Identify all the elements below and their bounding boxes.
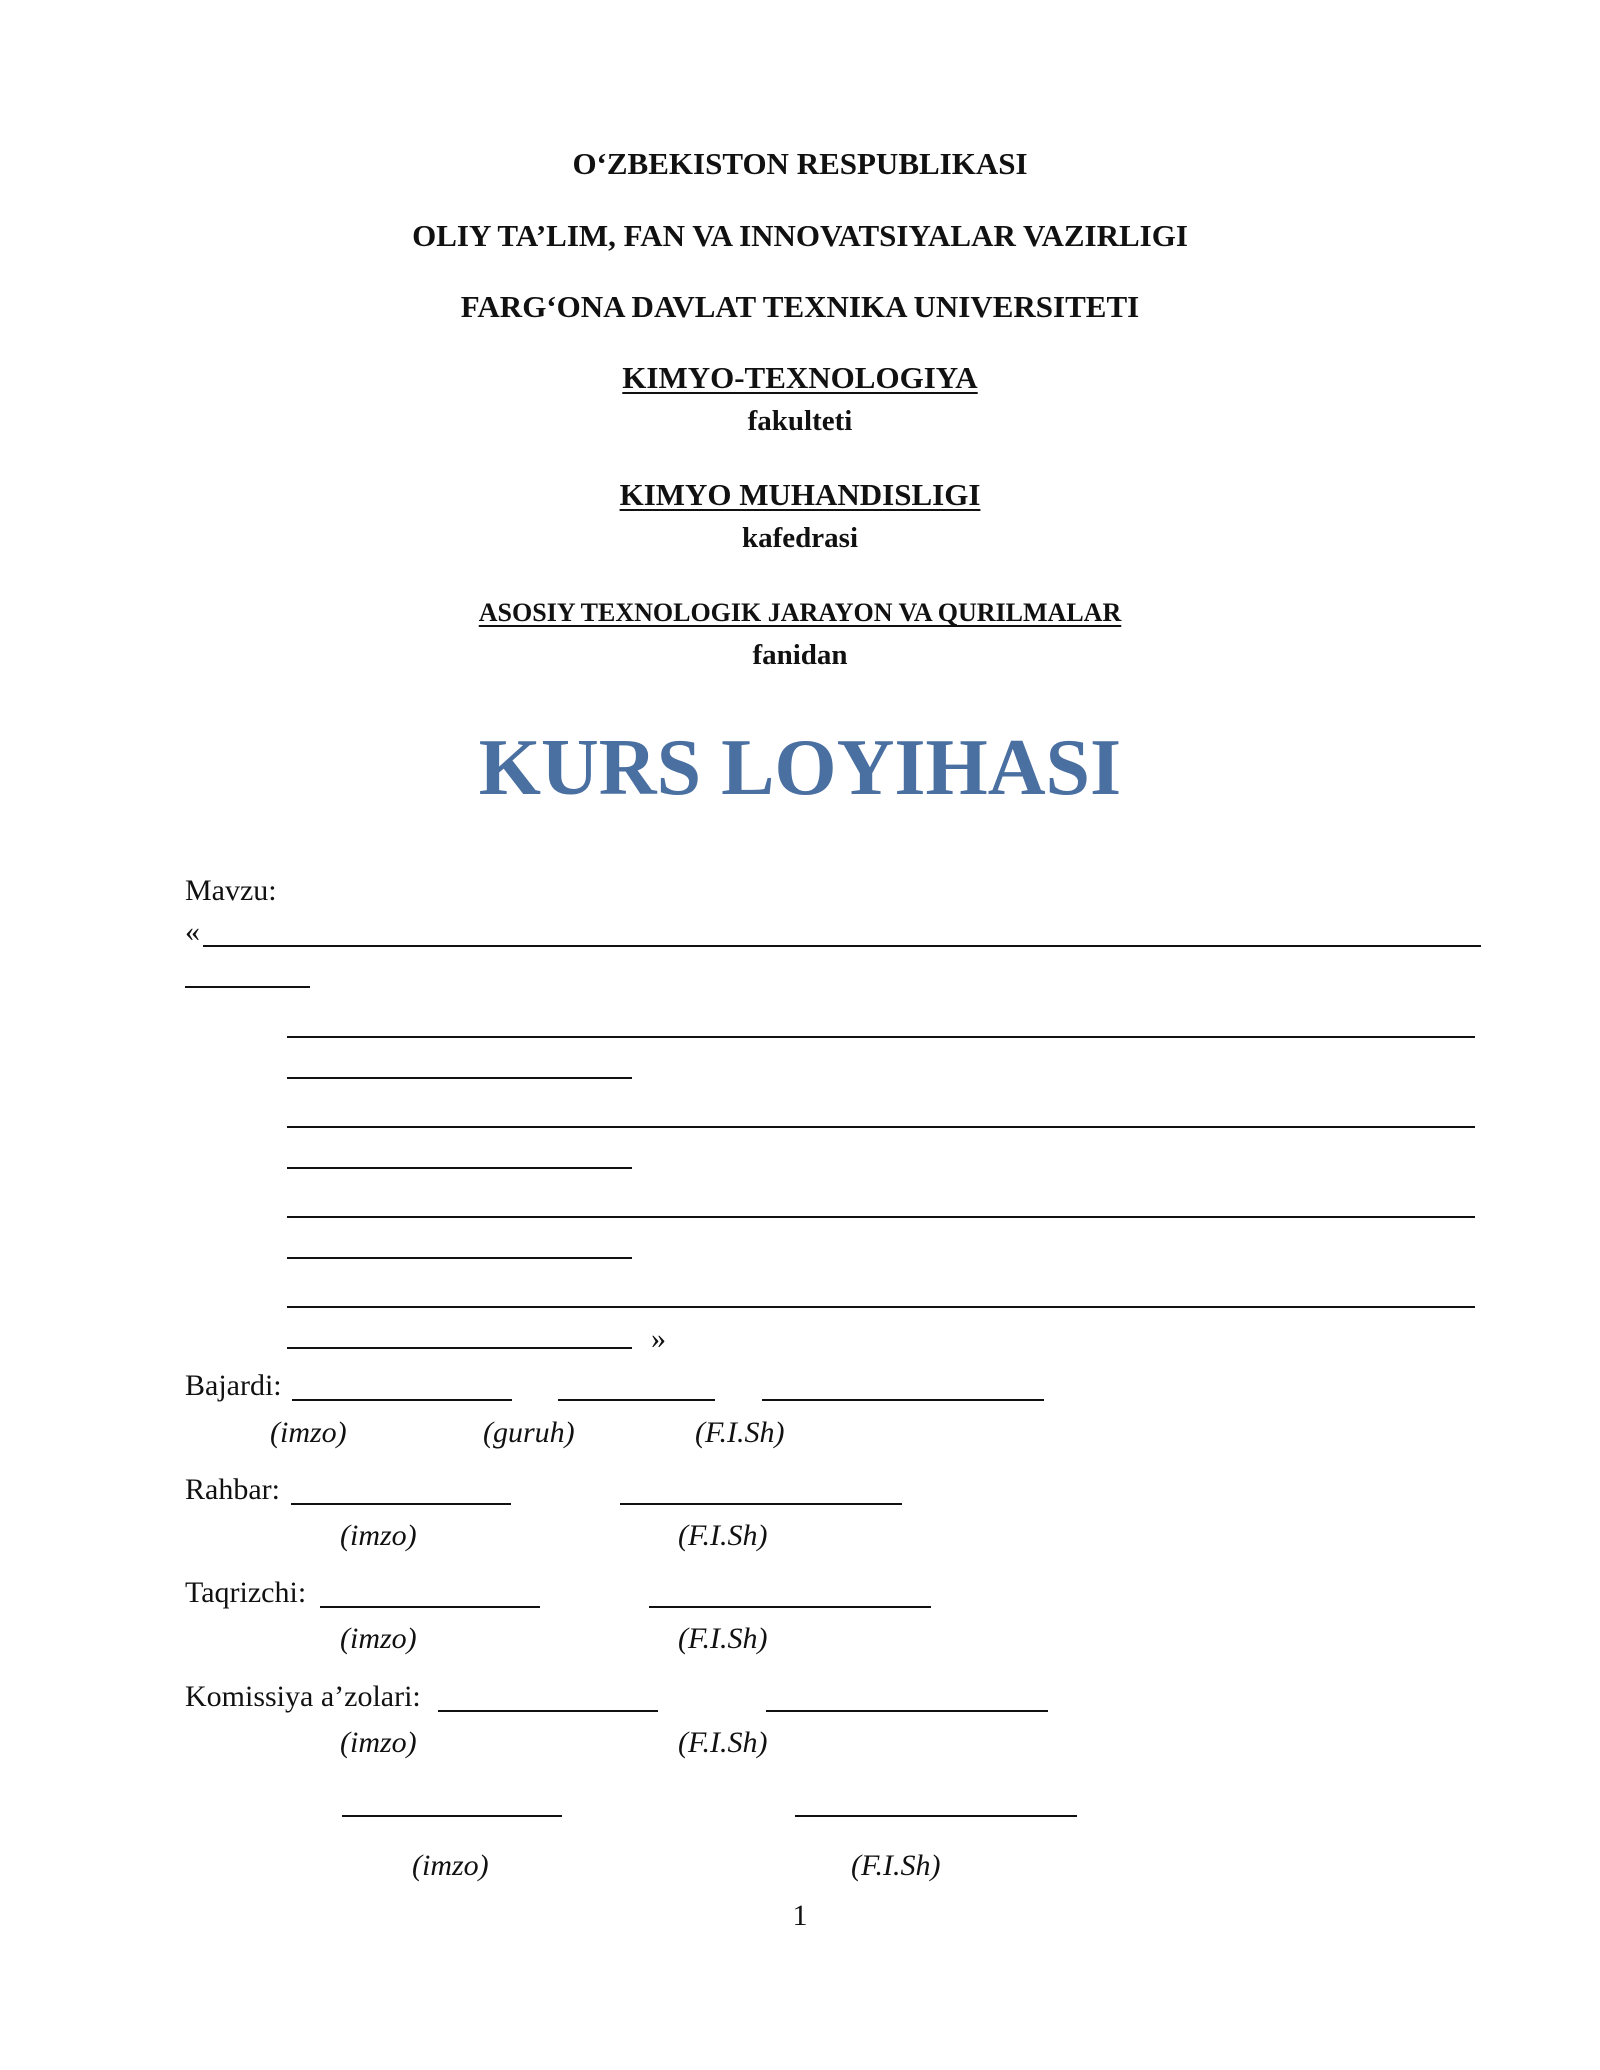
university-heading: FARG‘ONA DAVLAT TEXNIKA UNIVERSITETI: [460, 289, 1140, 324]
performer-name-line[interactable]: [762, 1399, 1044, 1401]
reviewer-label: Taqrizchi:: [185, 1576, 307, 1609]
faculty-name: [0, 360, 1600, 396]
ministry-heading: OLIY TA’LIM, FAN VA INNOVATSIYALAR VAZIRLIGI: [412, 218, 1188, 253]
faculty-name-text: KIMYO-TEXNOLOGIYA: [622, 360, 978, 395]
topic-open-quote: «: [185, 915, 200, 948]
document-title: KURS LOYIHASI: [478, 724, 1122, 812]
commission-name-caption: (F.I.Sh): [678, 1726, 768, 1759]
topic-line[interactable]: [287, 1126, 1475, 1128]
supervisor-name-line[interactable]: [620, 1503, 902, 1505]
reviewer-signature-line[interactable]: [320, 1606, 540, 1608]
commission-sign-caption-2: (imzo): [412, 1849, 489, 1882]
topic-line[interactable]: [287, 1036, 1475, 1038]
topic-close-quote: »: [651, 1322, 666, 1355]
topic-line[interactable]: [203, 945, 1481, 947]
reviewer-sign-caption: (imzo): [340, 1622, 417, 1655]
topic-label: Mavzu:: [185, 874, 277, 907]
commission-name-line-2[interactable]: [795, 1815, 1077, 1817]
supervisor-signature-line[interactable]: [291, 1503, 511, 1505]
commission-label: Komissiya a’zolari:: [185, 1680, 421, 1713]
commission-signature-line[interactable]: [438, 1710, 658, 1712]
reviewer-name-line[interactable]: [649, 1606, 931, 1608]
reviewer-name-caption: (F.I.Sh): [678, 1622, 768, 1655]
performer-group-caption: (guruh): [483, 1416, 575, 1449]
subject-suffix: fanidan: [752, 639, 848, 671]
commission-name-line[interactable]: [766, 1710, 1048, 1712]
commission-sign-caption: (imzo): [340, 1726, 417, 1759]
commission-name-caption-2: (F.I.Sh): [851, 1849, 941, 1882]
supervisor-sign-caption: (imzo): [340, 1519, 417, 1552]
supervisor-name-caption: (F.I.Sh): [678, 1519, 768, 1552]
topic-line[interactable]: [287, 1347, 632, 1349]
performer-label: Bajardi:: [185, 1369, 282, 1402]
performer-name-caption: (F.I.Sh): [695, 1416, 785, 1449]
department-name-text: KIMYO MUHANDISLIGI: [619, 477, 981, 512]
topic-line[interactable]: [287, 1077, 632, 1079]
topic-line[interactable]: [287, 1216, 1475, 1218]
commission-signature-line-2[interactable]: [342, 1815, 562, 1817]
supervisor-label: Rahbar:: [185, 1473, 280, 1506]
department-suffix: kafedrasi: [742, 522, 858, 554]
topic-line[interactable]: [287, 1167, 632, 1169]
country-heading: O‘ZBEKISTON RESPUBLIKASI: [572, 146, 1028, 181]
department-name: [0, 477, 1600, 513]
subject-name: [0, 598, 1600, 628]
subject-name-text: ASOSIY TEXNOLOGIK JARAYON VA QURILMALAR: [478, 598, 1122, 627]
faculty-suffix: fakulteti: [747, 405, 853, 437]
performer-group-line[interactable]: [558, 1399, 715, 1401]
topic-line[interactable]: [287, 1257, 632, 1259]
performer-signature-line[interactable]: [292, 1399, 512, 1401]
page-number: 1: [792, 1899, 808, 1932]
performer-sign-caption: (imzo): [270, 1416, 347, 1449]
topic-line[interactable]: [185, 986, 310, 988]
topic-line[interactable]: [287, 1306, 1475, 1308]
